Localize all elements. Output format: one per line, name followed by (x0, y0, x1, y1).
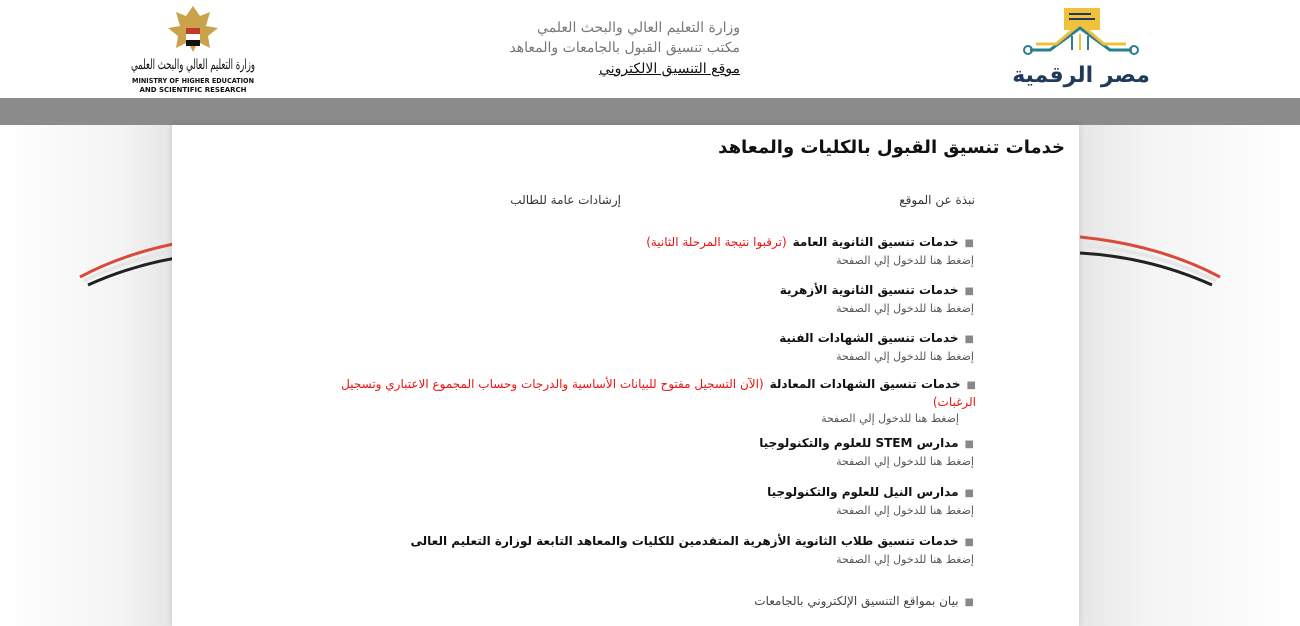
site-link[interactable]: موقع التنسيق الالكتروني (599, 61, 740, 77)
service-title: خدمات تنسيق الثانوية العامة (792, 235, 959, 249)
bullet-icon: ■ (964, 597, 974, 608)
service-enter-link[interactable]: إضغط هنا للدخول إلي الصفحة (836, 553, 974, 566)
service-title: مدارس النيل للعلوم والتكنولوجيا (767, 485, 959, 499)
service-item-equivalent-certificates (306, 376, 976, 427)
bullet-icon: ■ (966, 380, 976, 391)
service-title: مدارس STEM للعلوم والتكنولوجيا (759, 436, 959, 450)
service-title: خدمات تنسيق الثانوية الأزهرية (779, 283, 959, 297)
ministry-logo-arabic: وزارة التعليم العالي والبحث العلمي (131, 57, 255, 73)
service-title: خدمات تنسيق الشهادات المعادلة (769, 377, 961, 391)
digital-egypt-logo-text: مصر الرقمية (1012, 63, 1150, 88)
student-guide-link[interactable]: إرشادات عامة للطالب (510, 193, 621, 207)
site-header (0, 0, 1300, 98)
service-item-technical-certificates (779, 330, 974, 365)
university-sites-link[interactable]: بيان بمواقع التنسيق الإلكتروني بالجامعات (754, 594, 959, 608)
bullet-icon: ■ (964, 286, 974, 297)
bullet-icon: ■ (964, 439, 974, 450)
ministry-name: وزارة التعليم العالي والبحث العلمي (537, 20, 740, 36)
office-name: مكتب تنسيق القبول بالجامعات والمعاهد (509, 40, 740, 56)
service-item-azhar-secondary (780, 282, 974, 317)
services-card (172, 125, 1079, 626)
header-gray-band (0, 98, 1300, 125)
right-side-background (1079, 125, 1300, 626)
service-enter-link[interactable]: إضغط هنا للدخول إلي الصفحة (836, 302, 974, 315)
service-note: (ترقبوا نتيجة المرحلة الثانية) (646, 235, 787, 249)
bullet-icon: ■ (964, 334, 974, 345)
service-enter-link[interactable]: إضغط هنا للدخول إلي الصفحة (836, 504, 974, 517)
service-title: خدمات تنسيق طلاب الثانوية الأزهرية المتقدمين للكليات والمعاهد التابعة لوزارة التعليم العالى (410, 534, 959, 548)
ministry-logo-english-2: AND SCIENTIFIC RESEARCH (139, 86, 247, 94)
page-title: خدمات تنسيق القبول بالكليات والمعاهد (718, 137, 1065, 158)
service-item-stem-schools (759, 435, 974, 470)
digital-egypt-logo-icon (1012, 6, 1150, 90)
header-titles (440, 18, 740, 80)
university-sites-list-item[interactable] (754, 593, 974, 611)
about-site-link[interactable]: نبذة عن الموقع (899, 193, 975, 207)
service-enter-link[interactable]: إضغط هنا للدخول إلي الصفحة (836, 254, 974, 267)
service-note: (الآن التسجيل مفتوح للبيانات الأساسية والدرجات وحساب المجموع الاعتباري وتسجيل الرغبات) (341, 377, 976, 409)
right-flag-swoosh (1080, 215, 1300, 305)
ministry-logo-english-1: MINISTRY OF HIGHER EDUCATION (132, 77, 255, 85)
service-enter-link[interactable]: إضغط هنا للدخول إلي الصفحة (821, 412, 959, 425)
left-side-background (0, 125, 172, 626)
bullet-icon: ■ (964, 488, 974, 499)
service-enter-link[interactable]: إضغط هنا للدخول إلي الصفحة (836, 350, 974, 363)
ministry-logo[interactable] (128, 2, 258, 96)
service-item-nile-schools (767, 484, 974, 519)
service-title: خدمات تنسيق الشهادات الفنية (779, 331, 959, 345)
digital-egypt-logo[interactable] (1012, 6, 1150, 90)
service-item-general-secondary (646, 234, 974, 269)
egypt-eagle-emblem-icon (128, 2, 258, 96)
bullet-icon: ■ (964, 238, 974, 249)
bullet-icon: ■ (964, 537, 974, 548)
service-item-azhar-applicants (411, 533, 974, 568)
service-enter-link[interactable]: إضغط هنا للدخول إلي الصفحة (836, 455, 974, 468)
